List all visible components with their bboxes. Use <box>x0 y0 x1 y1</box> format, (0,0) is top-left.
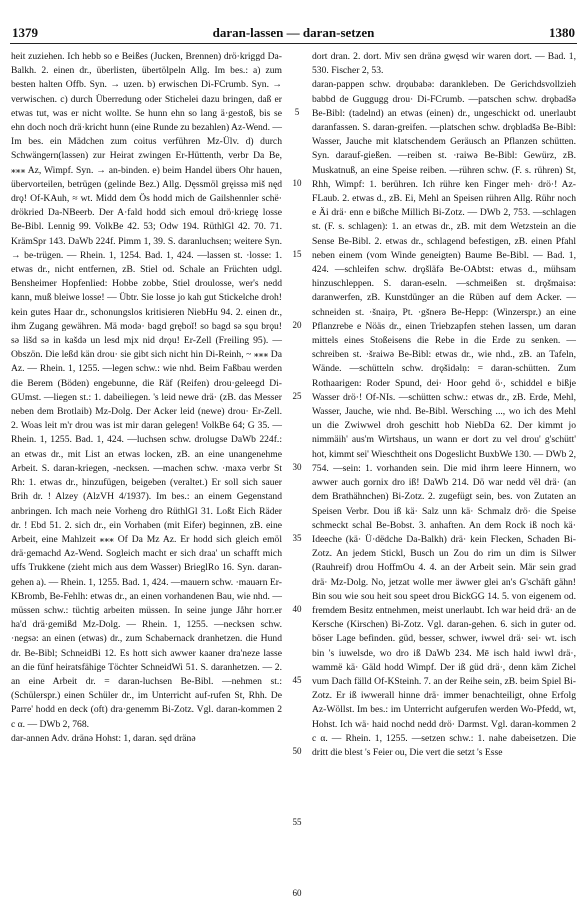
left-column <box>11 50 282 746</box>
entry-daran-pappen: daran-pappen schw. drǫubabə: darankleben. De Gerichdsvollzieh babbd de Guggugg drou· Di-FCrumb. —patschen schw. drǫbadšə Be-Bibl: (tadelnd) an etwas (einen) dr., ungeschickt od. unerlaubt daranfassen. S. daran-greifen. —platschen schw. drǫbladšə Be-Bibl: Wasser, Jauche mit klatschendem Geräusch an Pflanzen schütten. Syn. darauf-gießen. —reiben st. ·raiwə Be-Bibl: Gewürz, zB. Muskatnuß, an eine Speise reiben. —rühren schw. (F. s. rühren) St, Rhh, Wimpf: 1. berühren. Ich rühre ken Finger meh· drö·! Az-FLaub. 2. etwas d., zB. Ei, Mehl an Speisen rühren Allg. Rühr noch e Äi drä· enn e bißche Millich Bi-Zotz. — DWb 2, 753. —schlagen st. (F. s. schlagen): 1. an etwas dr., zB. mit dem Wetzstein an die Sense Be-Bibl. 2. etwas dr., schlagend befestigen, zB. einen Pfahl neben einem (vom Winde geneigten) Baume Be-Bibl. — Bad. 1, 424. —schleifen schw. drǫšläfə Be-OAbtst: etwas d., mühsam hinzuschleppen. S. daran-eseln. —schmeißen st. drǫšmaisə: daranwerfen, zB. Kunstdünger an die Rüben auf dem Acker. —schneiden st. ·šnaiṛə, Pt. ·gšnerə Be-Hepp: (Winzerspr.) an eine Pflanzrebe e Nöäs dr., einen Triebzapfen stehen lassen, um daran mittels eines Stoßeisens die Rebe in die Erde zu senken. —schreiben st. ·šraiwə Be-Bibl: etwas dr., wie nhd., zB. an Tafeln, Wände. —schütteln schw. drǫšidəlṇ: = daran-schütten. Zum Rothaarigen: Roder Spund, dei· Hoor gehd ö·, schiddel e bißje Wasser drö·! Of-NIs. —schütten schw.: etwas dr., zB. Erde, Mehl, Wasser, Jauche, wie nhd. Be-Bibl. Wersching ..., wo ich des Mehl un die Zwiwwel droh geschitt hob NiebDa 62. Der kimmt jo nimmäih' aus'm Wirtshaus, un wann er dort zu vel drou' g'schütt' hot, kimmt sei' Wieschtheit ons Dogeslicht BuxbWe 130. — DWb 2, 754. —sein: 1. vorhanden sein. Die mid ihrm leere Hinnern, wo awwer auch gornix dro iß! DaWb 214. Dö war nedd vël drä· (an dem Brathähnchen) Bi-Zotz. 2. zugefügt sein, bes. von Zutaten an Speisen Verbr. Dou iß kä· Salz unn kä· Schmalz drö· die Speise schmeckt schal Be-Bobst. 3. anhaften. An dem Rock iß noch kä· Ideeche (kä· Ü·dëdche Da-Balkh) drä· kein Flecken, Schaden Bi-Zotz. An jedem Stickl, Busch un Zou do rim un dim is Silwer (Rauhreif) drou HoffmOu 4. 4. an der Arbeit sein. Mär sein grad drä· Mz-Dolg. No, jetzat wolle mer äwwer glei an's G'schäft gähn! Bin sou wie sou heit sou speet drou BickGG 14. 5. von eigenem od. fremdem Besitz entnehmen, meist unerlaubt. Ich war heid drä· an de Kersche (Kirschen) Bi-Zotz. Vgl. daran-gehen. 6. sich in guter od. böser Lage befinden. güd, besser, schwer, iwwel drä· sei· wt. isch bin 's iuwelsde, wo dro iß DaWb 234. Mē isch hald iwwl drä·, wammë kä· Gäld hodd Wimpf. Der iß güd drä·, denn käm Zichel vum Dach fälld Of-KSteinh. 7. an der Reihe sein, zB. beim Spiel Bi-Zotz. Er iß iwwerall hinne drä· immer benachteiligt, ohne Erfolg Az-Wöllst. Im bes.: im Unterricht aufgerufen werden Wo-Pfedd, wt, Hohst. Ich wä· haid nochd nedd drö· Darmst. Vgl. daran-kommen 2 c α. — Rhein. 1, 1255. —setzen schw.: 1. nahe dabeisetzen. Die dritt die blest 's Feier ou, Die vert die setzt 's Esse <box>312 79 576 758</box>
line-number: 45 <box>292 675 302 685</box>
entry-text: heit zuziehen. Ich hebb so e Beißes (Jucken, Brennen) drö·kriggd Da-Balkh. 2. einen dr., überlisten, übertölpeln Allg. Im bes.: a) zum besten halten Offb. Syn. → uzen. b) erwischen Di-FCrumb. Syn. → verwischen. c) durch Überredung oder Stichelei dazu bringen, daß er etwas tut, was er nicht wollte. Se hunn ehn so lang ä·gestoß, bis se ehn doch noch drä·kricht hunn (eine Runde zu bezahlen) Az-Wend. — Im bes. ein Mädchen zum coitus verführen Mz-Ülv. d) durch Schwängern(lassen) zur Heirat zwingen Er-Hüttenth, verbr Da Be, ⁎⁎⁎ Az, Wimpf. Syn. → an-binden. e) beim Handel übers Ohr hauen, übervorteilen, betrügen (gelinde Bez.) Allg. Dęssmöl gręissə miš nęd drǫ! Of-KAuh, ≈ wt. Midd dem Ös hodd mich de Gailshennler schë· drökried Da-NBeerb. Der A·fald hodd sich emoul drö·kriegę losse Be-Bibl. Lennig 99. VolkBe 42. 53; Odw 194. RüthlGl 42. 70. 71. KrämSpr 143. DaWb 224f. Pimm 1, 39. S. daranluchsen; weitere Syn. → be-trügen. — Rhein. 1, 1254. Bad. 1, 424. —lassen st. ·losse: 1. etwas dr., nicht entfernen, zB. Stiel od. Schale an Früchten udgl. Bensheimer Hopfenlied: Hobbe zobbe, Stiel droulosse, wer's nedd kann, muß bleiwe losse! — Übtr. Sie losse jo kah gut Stickelche droh! kein gutes Haar dr., schonungslos kritisieren NiebHu 94. 2. einen dr., ihm Zugang gewähren. Mä modə· bagd gręboǐ! so bagd sə sǫu brǫu! sə lišd sə in kašdə un lesd mįx nid drǫu! Er-Zell (Freiling 95). — Obszön. Die leßd kän drou· sie gibt sich nicht hin Di-Reinh, ~ ⁎⁎⁎ Da Az. — Rhein. 1, 1255. —legen schw.: wie nhd. Beim Faßbau werden die Berem (Böden) engebunne, die Räf (Reifen) drou·geleegd Di-GUmst. —liegen st.: 1. dabeiliegen. 's leid newe drä· (zB. das Messer neben dem Brotlaib) Mz-Dolg. Der Acker leid (newe) drou· Er-Zell. 2. Woas leit m'r drou was ist mir daran gelegen! VolkBe 64; G 35. — Rhein. 1, 1255. Bad. 1, 424. —luchsen schw. drolugse DaWb 224f.: an etwas dr., mit List an etwas locken, zB. an eine unangenehme Arbeit. S. daran-kriegen, -necksen. —machen schw. ·maxə verbr St Rh: 1. etwas dr., hinzufügen, beigeben (veraltet.) Er soll sich sauer Brih dr. ! Alzey (AlzVH 4/1937). Im bes.: an einem Gegenstand anbringen. Ich mach neie Vorheng dro RüthlGl 31. Loßt Eich Räder dr. ! Ebd 51. 2. sich dr., ein Vorhaben (mit Eifer) beginnen, zB. eine Arbeit, eine Mahlzeit ⁎⁎⁎ Of Da Mz Az. Er hodd sich gleich emöl drä·gemachd Az-Wend. Sogleich macht er sich draa' un schafft mich uffs Trukkene (zieht mich aus dem Wasser) BrieglRo 16. Syn. daran-gehen a). — Rhein. 1, 1255. Bad. 1, 424. —mauern schw. ·mauərn Er-KBromb, Be-Fehlh: etwas dr., an einen vorhandenen Bau, wie nhd. —müssen schw.: tüchtig arbeiten müssen. In seine junge Jåhr horr.er ha'd drä·gemißd Mz-Dolg. — Rhein. 1, 1255. —necksen schw. ·negsə: an einen (etwas) dr., zum Schabernack dranhetzen. die Hund dr. Be-Bibl; SchneidBi 12. Es hott sich awwer kaaner dra'neze lasse an die fünf heiratsfähige Töchter SchneidWi 51. S. daranhetzen. — 2. an eine Arbeit dr. = daran-luchsen Be-Bibl. —nehmen st.: (Schülerspr.) einen Schüler dr., im Unterricht auf-rufen St, Rhh. De Parre' hodd en deck (oft) dra·genemm Bi-Zotz. Vgl. daran-kommen 2 c α. — DWb 2, 768. <box>11 51 282 730</box>
entry-continuation: dort dran. 2. dort. Miv sen dränə gwęsd wir waren dort. — Bad. 1, 530. Fischer 2, 53. <box>312 51 576 77</box>
line-number: 20 <box>292 320 302 330</box>
right-column <box>312 50 576 760</box>
line-number: 5 <box>294 107 300 117</box>
line-number: 55 <box>292 817 302 827</box>
line-number: 10 <box>292 178 302 188</box>
page-number-left: 1379 <box>12 25 38 40</box>
line-number: 35 <box>292 533 302 543</box>
page-header <box>0 22 587 42</box>
line-number: 25 <box>292 391 302 401</box>
line-number: 30 <box>292 462 302 472</box>
page-number-right: 1380 <box>549 25 575 40</box>
running-title: daran-lassen — daran-setzen <box>212 25 375 40</box>
line-number: 50 <box>292 746 302 756</box>
line-number: 60 <box>292 888 302 898</box>
header-rule <box>10 43 577 44</box>
line-number: 15 <box>292 249 302 259</box>
line-number: 40 <box>292 604 302 614</box>
entry-dar-annen: dar-annen Adv. dränə Hohst: 1, daran. sęd dränə <box>11 732 196 744</box>
